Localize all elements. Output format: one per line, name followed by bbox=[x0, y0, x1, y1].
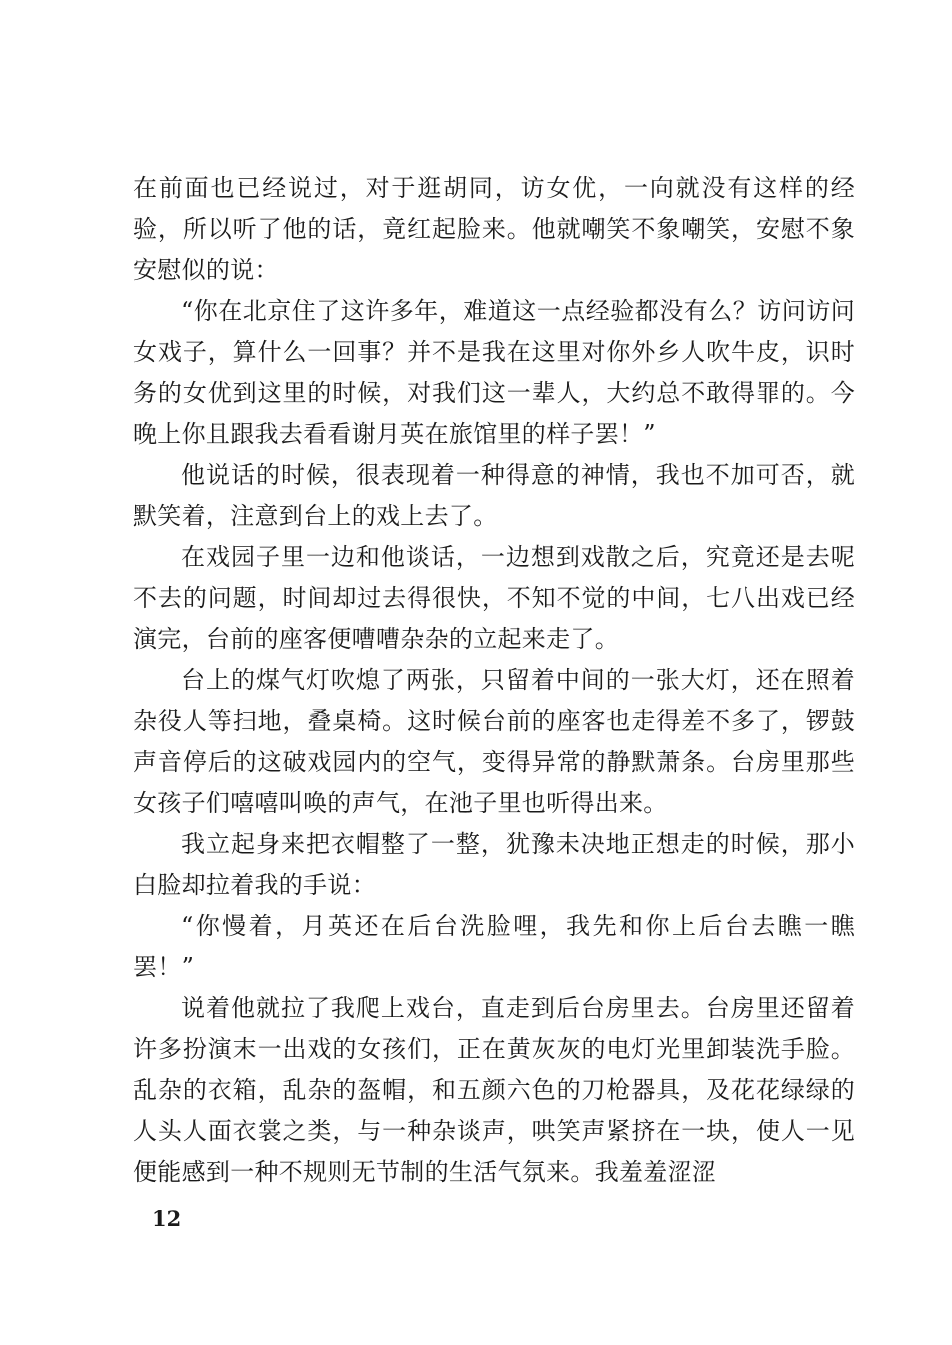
paragraph: “你在北京住了这许多年，难道这一点经验都没有么？访问访问女戏子，算什么一回事？并不是我在这里对你外乡人吹牛皮，识时务的女优到这里的时候，对我们这一辈人，大约总不敢得罪的。今晚上你且跟我去看看谢月英在旅馆里的样子罢！” bbox=[133, 297, 855, 448]
paragraph: 他说话的时候，很表现着一种得意的神情，我也不加可否，就默笑着，注意到台上的戏上去了。 bbox=[133, 461, 855, 530]
paragraph: “你慢着，月英还在后台洗脸哩，我先和你上后台去瞧一瞧罢！” bbox=[133, 912, 855, 981]
paragraph: 在前面也已经说过，对于逛胡同，访女优，一向就没有这样的经验，所以听了他的话，竟红起脸来。他就嘲笑不象嘲笑，安慰不象安慰似的说： bbox=[133, 174, 855, 284]
paragraph: 在戏园子里一边和他谈话，一边想到戏散之后，究竟还是去呢不去的问题，时间却过去得很快，不知不觉的中间，七八出戏已经演完，台前的座客便嘈嘈杂杂的立起来走了。 bbox=[133, 543, 855, 653]
paragraph: 说着他就拉了我爬上戏台，直走到后台房里去。台房里还留着许多扮演末一出戏的女孩们，正在黄灰灰的电灯光里卸装洗手脸。乱杂的衣箱，乱杂的盔帽，和五颜六色的刀枪器具，及花花绿绿的人头人面衣裳之类，与一种杂谈声，哄笑声紧挤在一块，使人一见便能感到一种不规则无节制的生活气氛来。我羞羞涩涩 bbox=[133, 994, 855, 1186]
body-text bbox=[133, 168, 855, 1193]
paragraph: 我立起身来把衣帽整了一整，犹豫未决地正想走的时候，那小白脸却拉着我的手说： bbox=[133, 830, 855, 899]
paragraph: 台上的煤气灯吹熄了两张，只留着中间的一张大灯，还在照着杂役人等扫地，叠桌椅。这时候台前的座客也走得差不多了，锣鼓声音停后的这破戏园内的空气，变得异常的静默萧条。台房里那些女孩子们嘻嘻叫唤的声气，在池子里也听得出来。 bbox=[133, 666, 855, 817]
page-number: 12 bbox=[152, 1206, 182, 1231]
